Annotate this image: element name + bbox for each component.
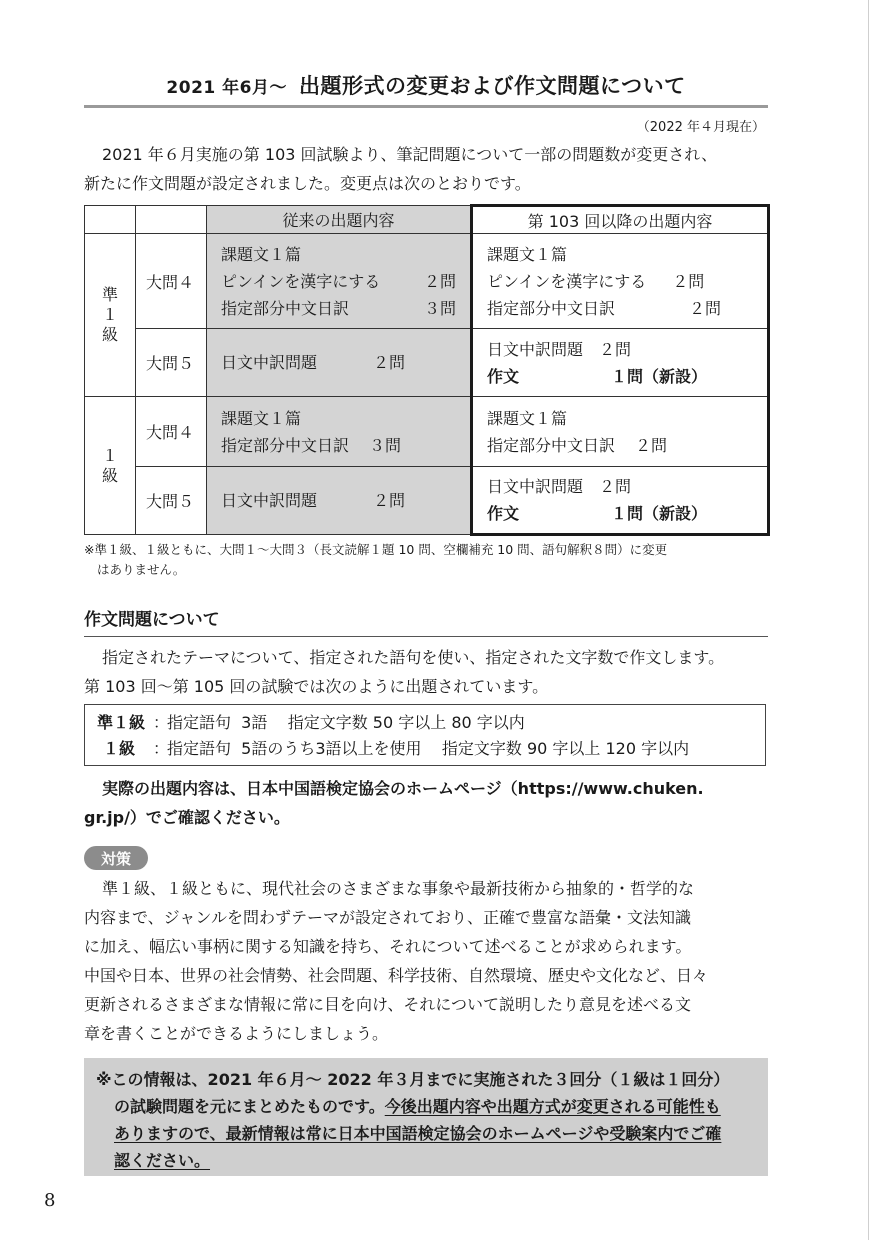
old-item: 指定部分中文日訳 xyxy=(221,298,350,318)
essay-requirements-box xyxy=(84,704,766,766)
homepage-note xyxy=(84,774,774,832)
requirement-separator: ： xyxy=(153,713,170,732)
homepage-note-line-2: gr.jp/）でご確認ください。 xyxy=(84,808,290,827)
header-new: 第 103 回以降の出題内容 xyxy=(472,206,769,234)
header-old: 従来の出題内容 xyxy=(207,206,472,234)
page-edge xyxy=(868,0,869,1240)
new-item: 課題文１篇 xyxy=(487,244,568,264)
new-item-essay: 作文 xyxy=(487,366,520,386)
new-count-essay: １問（新設） xyxy=(611,366,708,386)
grade-1-text: １ 級 xyxy=(101,445,118,485)
info-line-1: ※この情報は、2021 年６月～ 2022 年３月までに実施された３回分（１級は１回分） xyxy=(96,1070,730,1089)
intro-line-1: 2021 年６月実施の第 103 回試験より、筆記問題について一部の問題数が変更され、 xyxy=(102,145,718,164)
strategy-line-2: 内容まで、ジャンルを問わずテーマが設定されており、正確で豊富な語彙・文法知識 xyxy=(84,908,691,927)
homepage-note-line-1: 実際の出題内容は、日本中国語検定協会のホームページ（https://www.chuken. xyxy=(102,779,704,798)
table-footnote-line-1: ※準１級、１級ともに、大問１～大問３（長文読解１題 10 問、空欄補充 10 問、語句解釈８問）に変更 xyxy=(84,542,668,557)
old-item: 指定部分中文日訳 xyxy=(221,435,350,455)
requirement-grade: 準１級 xyxy=(97,713,146,732)
header-blank-1 xyxy=(85,206,136,234)
info-line-2a: の試験問題を元にまとめたものです。 xyxy=(114,1097,385,1116)
strategy-line-1: 準１級、１級ともに、現代社会のさまざまな事象や最新技術から抽象的・哲学的な xyxy=(102,879,695,898)
title-prefix: 2021 年6月～ xyxy=(166,78,287,98)
header-blank-2 xyxy=(136,206,207,234)
old-item: 日文中訳問題 xyxy=(221,491,318,510)
info-line-3: ありますので、最新情報は常に日本中国語検定協会のホームページや受験案内でご確 xyxy=(114,1124,722,1143)
old-content-cell xyxy=(207,329,472,397)
new-count: ２問 xyxy=(599,477,632,496)
strategy-line-6: 章を書くことができるようにしましょう。 xyxy=(84,1024,389,1043)
title-rule xyxy=(84,105,768,108)
requirement-grade: １級 xyxy=(103,739,136,758)
old-content-cell xyxy=(207,234,472,329)
new-item: 指定部分中文日訳 xyxy=(487,435,616,455)
requirement-text: 指定語句 3語 指定文字数 50 字以上 80 字以内 xyxy=(167,713,525,732)
new-count: ２問 xyxy=(635,435,668,455)
new-item: 指定部分中文日訳 xyxy=(487,298,616,318)
as-of-date: （2022 年４月現在） xyxy=(636,120,765,135)
old-item: 日文中訳問題 xyxy=(221,353,318,372)
old-count: ２問 xyxy=(373,353,406,372)
info-line-2b: 今後出題内容や出題方式が変更される可能性も xyxy=(384,1097,721,1116)
strategy-line-4: 中国や日本、世界の社会情勢、社会問題、科学技術、自然環境、歴史や文化など、日々 xyxy=(84,966,709,985)
requirement-text: 指定語句 5語のうち3語以上を使用 指定文字数 90 字以上 120 字以内 xyxy=(167,739,690,758)
intro-paragraph xyxy=(84,140,774,198)
requirement-row xyxy=(97,736,753,762)
new-count: ２問 xyxy=(599,339,632,359)
new-content-cell xyxy=(472,329,769,397)
page-number: 8 xyxy=(44,1190,56,1211)
new-count: ２問 xyxy=(672,271,705,291)
grade-label-1 xyxy=(85,397,136,535)
old-content-cell xyxy=(207,467,472,535)
essay-intro-paragraph xyxy=(84,643,774,701)
new-content-cell xyxy=(472,234,769,329)
info-notice-box xyxy=(84,1058,768,1176)
new-item: 日文中訳問題 xyxy=(487,339,584,359)
question-label: 大問５ xyxy=(136,467,207,535)
title-main: 出題形式の変更および作文問題について xyxy=(298,74,686,98)
question-label: 大問４ xyxy=(136,234,207,329)
new-content-cell xyxy=(472,397,769,467)
info-line-4: 認ください。 xyxy=(114,1151,211,1170)
question-label: 大問５ xyxy=(136,329,207,397)
old-count: ２問 xyxy=(423,271,456,291)
old-count: ２問 xyxy=(373,491,406,510)
old-item: ピンインを漢字にする xyxy=(221,271,381,291)
new-count-essay: １問（新設） xyxy=(611,504,708,523)
strategy-line-5: 更新されるさまざまな情報に常に目を向け、それについて説明したり意見を述べる文 xyxy=(84,995,692,1014)
strategy-paragraph xyxy=(84,874,774,1048)
requirement-row xyxy=(97,710,753,736)
section-title: 作文問題について xyxy=(84,605,768,637)
strategy-badge: 対策 xyxy=(84,846,148,870)
old-content-cell xyxy=(207,397,472,467)
new-item-essay: 作文 xyxy=(487,504,520,523)
intro-line-2: 新たに作文問題が設定されました。変更点は次のとおりです。 xyxy=(84,174,531,193)
page-title xyxy=(84,70,768,100)
new-content-cell xyxy=(472,467,769,535)
table-footnote-line-2: はありません。 xyxy=(97,562,186,577)
new-item: ピンインを漢字にする xyxy=(487,271,647,291)
essay-intro-line-1: 指定されたテーマについて、指定された語句を使い、指定された文字数で作文します。 xyxy=(102,648,725,667)
old-item: 課題文１篇 xyxy=(221,408,302,428)
grade-label-jun1 xyxy=(85,234,136,397)
grade-jun1-text: 準 １ 級 xyxy=(101,285,118,344)
new-item: 日文中訳問題 xyxy=(487,477,584,496)
question-label: 大問４ xyxy=(136,397,207,467)
old-count: ３問 xyxy=(369,435,402,455)
comparison-table xyxy=(84,204,770,536)
strategy-line-3: に加え、幅広い事柄に関する知識を持ち、それについて述べることが求められます。 xyxy=(84,937,692,956)
essay-intro-line-2: 第 103 回～第 105 回の試験では次のように出題されています。 xyxy=(84,677,549,696)
table-footnote xyxy=(84,540,774,580)
requirement-separator: ： xyxy=(153,739,170,758)
new-count: ２問 xyxy=(689,298,722,318)
old-count: ３問 xyxy=(423,298,456,318)
new-item: 課題文１篇 xyxy=(487,408,568,428)
old-item: 課題文１篇 xyxy=(221,244,302,264)
